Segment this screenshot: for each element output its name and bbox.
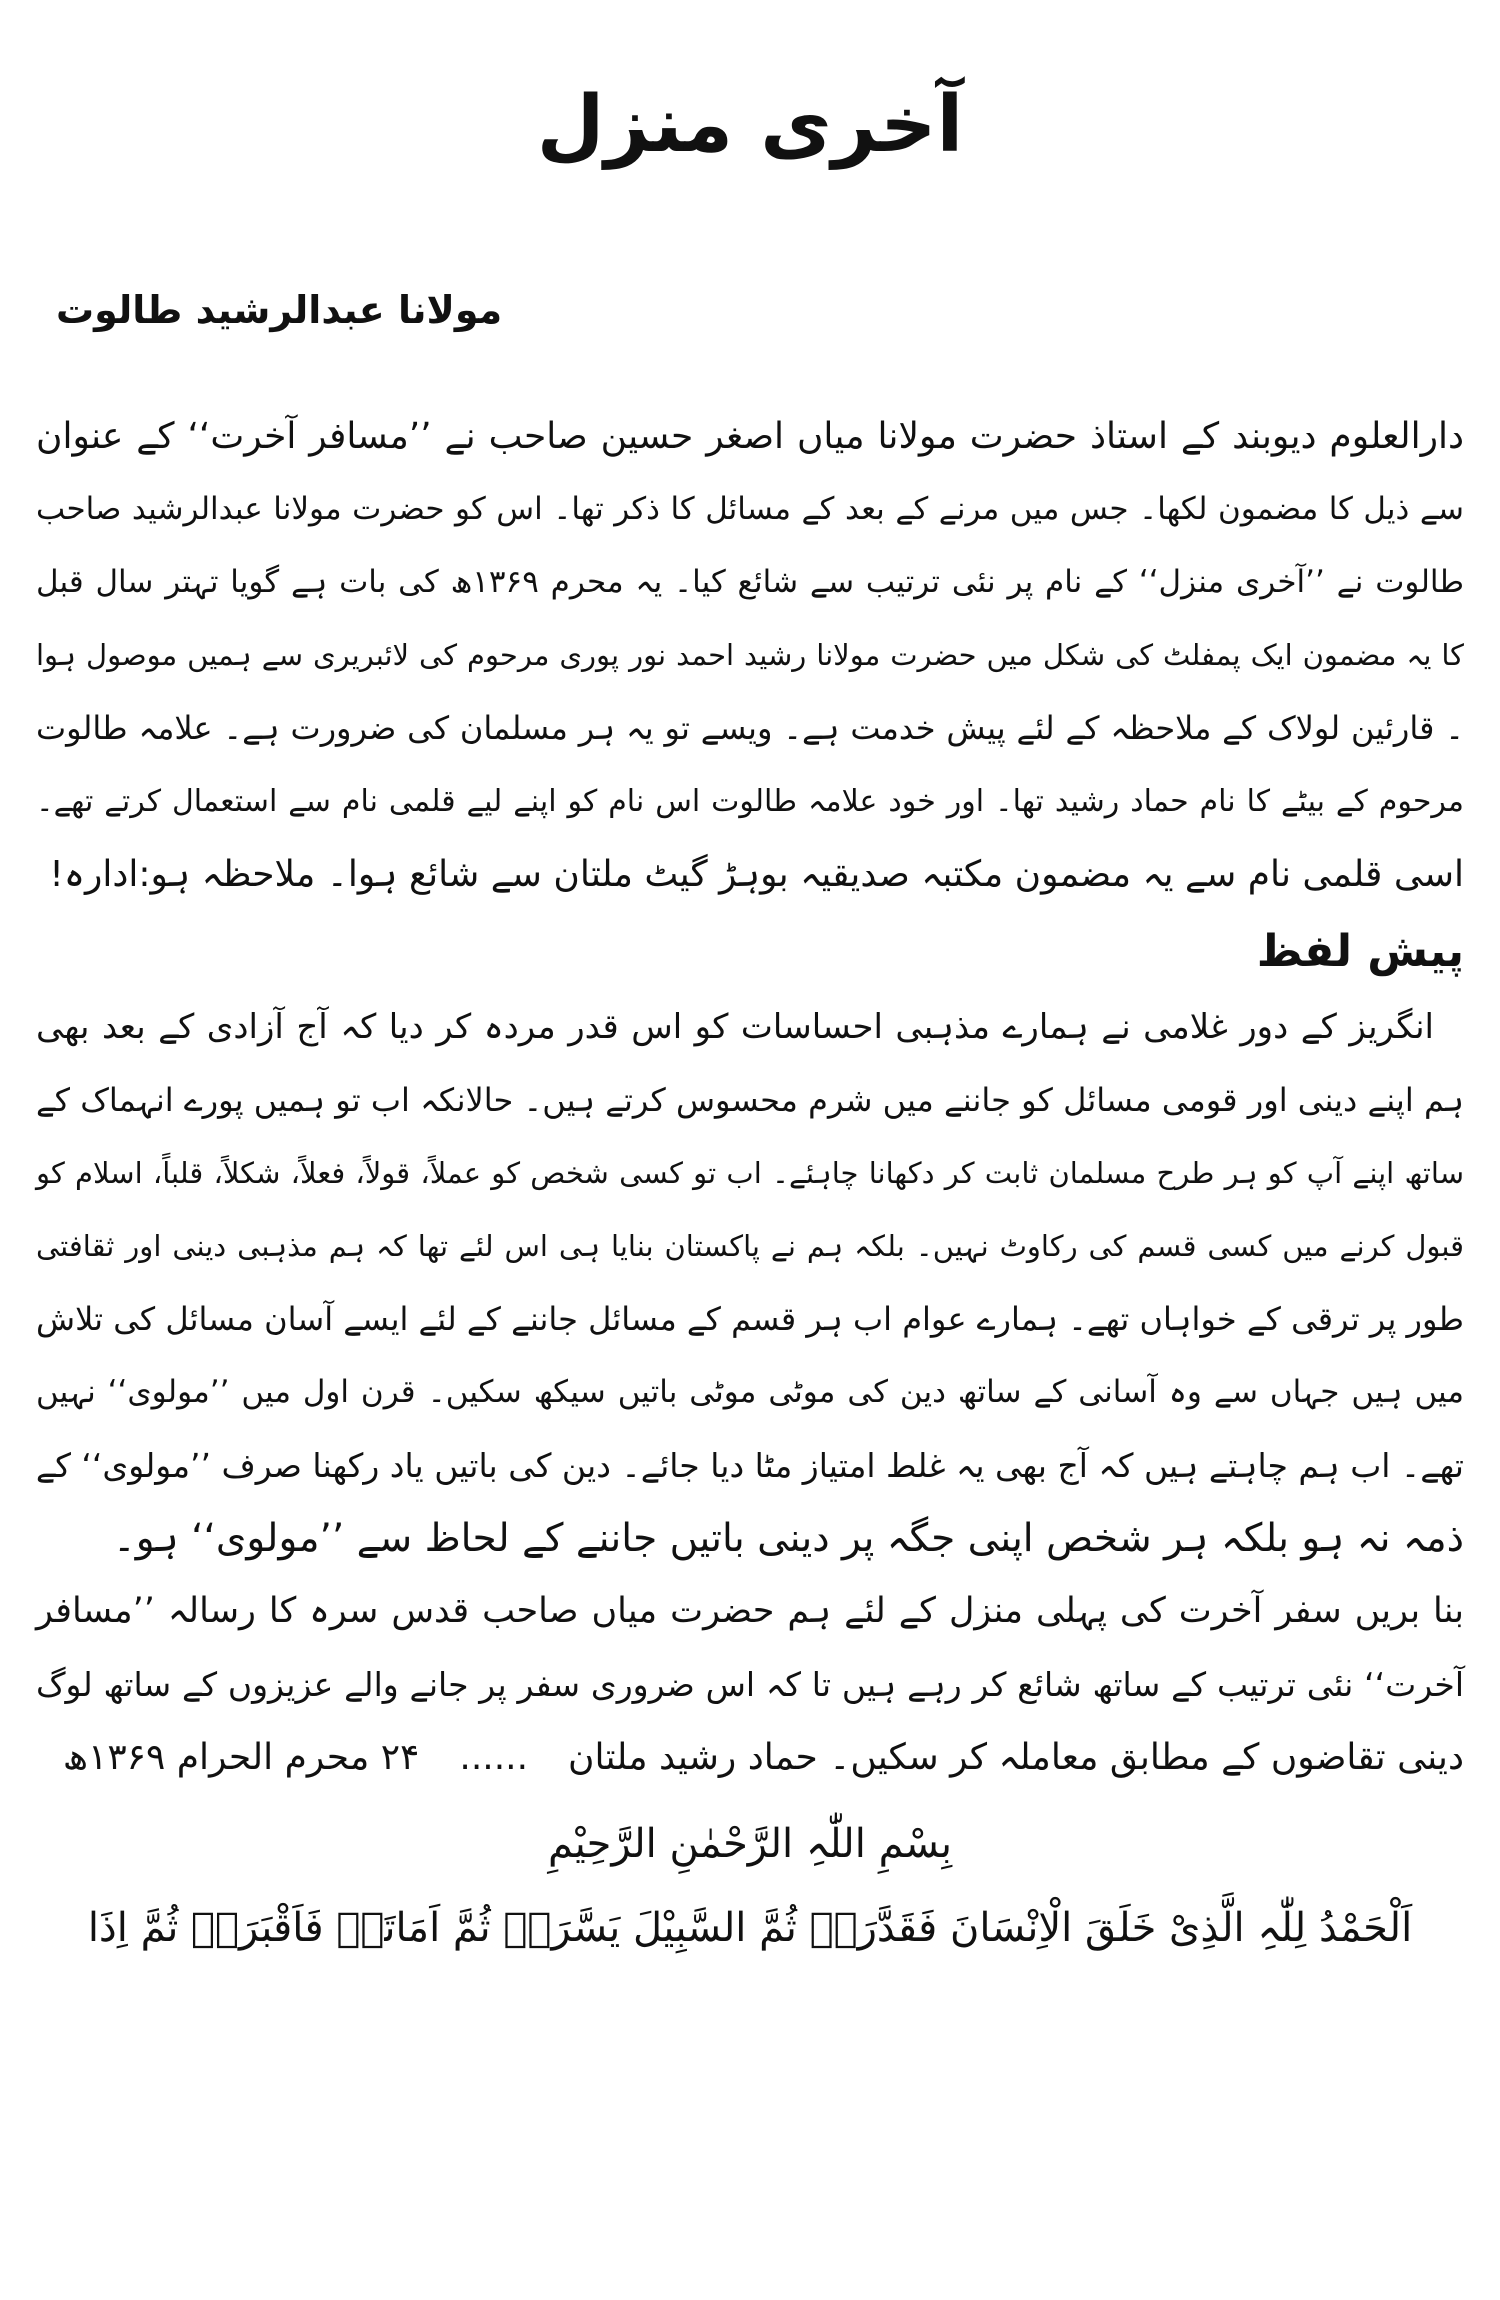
date-row bbox=[36, 1721, 1464, 1794]
intro-ending-row bbox=[36, 838, 1464, 911]
author-name: مولانا عبدالرشید طالوت bbox=[56, 288, 503, 332]
bismillah: بِسْمِ اللّٰہِ الرَّحْمٰنِ الرَّحِیْمِ bbox=[547, 1821, 953, 1867]
body-line: ساتھ اپنے آپ کو ہر طرح مسلمان ثابت کر دکھانا چاہئے۔ اب تو کسی شخص کو عملاً، قولاً، فعلاً، شکلاً، قلباً، اسلام کو bbox=[36, 1156, 1464, 1190]
date-text: ۲۴ محرم الحرام ۱۳۶۹ھ bbox=[62, 1737, 420, 1778]
section-heading: پیش لفظ bbox=[1256, 926, 1464, 977]
body-line: ہم اپنے دینی اور قومی مسائل کو جاننے میں شرم محسوس کرتے ہیں۔ حالانکہ اب تو ہمیں پورے انہماک کے bbox=[36, 1081, 1464, 1119]
closing-text: دینی تقاضوں کے مطابق معاملہ کر سکیں۔ حماد رشید ملتان bbox=[568, 1737, 1464, 1778]
body-line: تھے۔ اب ہم چاہتے ہیں کہ آج بھی یہ غلط امتیاز مٹا دیا جائے۔ دین کی باتیں یاد رکھنا صرف ’’مولوی‘‘ کے bbox=[35, 1446, 1464, 1485]
intro-line: ۔ قارئین لولاک کے ملاحظہ کے لئے پیش خدمت ہے۔ ویسے تو یہ ہر مسلمان کی ضرورت ہے۔ علامہ طالوت bbox=[36, 709, 1464, 747]
intro-line: کا یہ مضمون ایک پمفلٹ کی شکل میں حضرت مولانا رشید احمد نور پوری مرحوم کی لائبریری سے ہمیں موصول ہوا bbox=[36, 638, 1464, 672]
body-line: آخرت‘‘ نئی ترتیب کے ساتھ شائع کر رہے ہیں تا کہ اس ضروری سفر پر جانے والے عزیزوں کے ساتھ لوگ bbox=[36, 1665, 1464, 1704]
body-line: طور پر ترقی کے خواہاں تھے۔ ہمارے عوام اب ہر قسم کے مسائل جاننے کے لئے ایسے آسان مسائل کی تلاش bbox=[36, 1300, 1464, 1338]
body-line: بنا بریں سفر آخرت کی پہلی منزل کے لئے ہم حضرت میاں صاحب قدس سرہ کا رسالہ ’’مسافر bbox=[36, 1591, 1464, 1631]
body-line: میں ہیں جہاں سے وہ آسانی کے ساتھ دین کی موٹی موٹی باتیں سیکھ سکیں۔ قرن اول میں ’’مولوی‘‘ نہیں bbox=[36, 1374, 1464, 1410]
intro-line: دارالعلوم دیوبند کے استاذ حضرت مولانا میاں اصغر حسین صاحب نے ’’مسافر آخرت‘‘ کے عنوان bbox=[36, 416, 1464, 457]
editorial-signoff: ادارہ! bbox=[49, 854, 139, 895]
intro-ending-text: اسی قلمی نام سے یہ مضمون مکتبہ صدیقیہ بوہڑ گیٹ ملتان سے شائع ہوا۔ ملاحظہ ہو: bbox=[138, 854, 1464, 895]
intro-line: سے ذیل کا مضمون لکھا۔ جس میں مرنے کے بعد کے مسائل کا ذکر تھا۔ اس کو حضرت مولانا عبدالرشید صاحب bbox=[36, 491, 1464, 527]
dots-separator: ...... bbox=[459, 1737, 529, 1778]
quran-verse: اَلْحَمْدُ لِلّٰہِ الَّذِیْ خَلَقَ الْاِنْسَانَ فَقَدَّرَہٗ ثُمَّ السَّبِیْلَ یَسَّرَہٗ ثُمَّ اَمَاتَہٗ فَاَقْبَرَہٗ ثُمَّ اِذَا bbox=[87, 1905, 1413, 1951]
page-title: آخری منزل bbox=[536, 80, 964, 170]
foreword-section bbox=[36, 991, 1464, 1794]
intro-line: مرحوم کے بیٹے کا نام حماد رشید تھا۔ اور خود علامہ طالوت اس نام کو اپنے لیے قلمی نام سے استعمال کرتے تھے۔ bbox=[36, 784, 1464, 819]
body-line: قبول کرنے میں کسی قسم کی رکاوٹ نہیں۔ بلکہ ہم نے پاکستان بنایا ہی اس لئے تھا کہ ہم مذہبی دینی اور ثقافتی bbox=[36, 1229, 1464, 1263]
body-line: ذمہ نہ ہو بلکہ ہر شخص اپنی جگہ پر دینی باتیں جاننے کے لحاظ سے ’’مولوی‘‘ ہو۔ bbox=[112, 1516, 1464, 1561]
body-line: انگریز کے دور غلامی نے ہمارے مذہبی احساسات کو اس قدر مردہ کر دیا کہ آج آزادی کے بعد بھی bbox=[36, 1007, 1434, 1047]
intro-section bbox=[36, 400, 1464, 911]
intro-line: طالوت نے ’’آخری منزل‘‘ کے نام پر نئی ترتیب سے شائع کیا۔ یہ محرم ۱۳۶۹ھ کی بات ہے گویا تہتر سال قبل bbox=[36, 564, 1465, 600]
